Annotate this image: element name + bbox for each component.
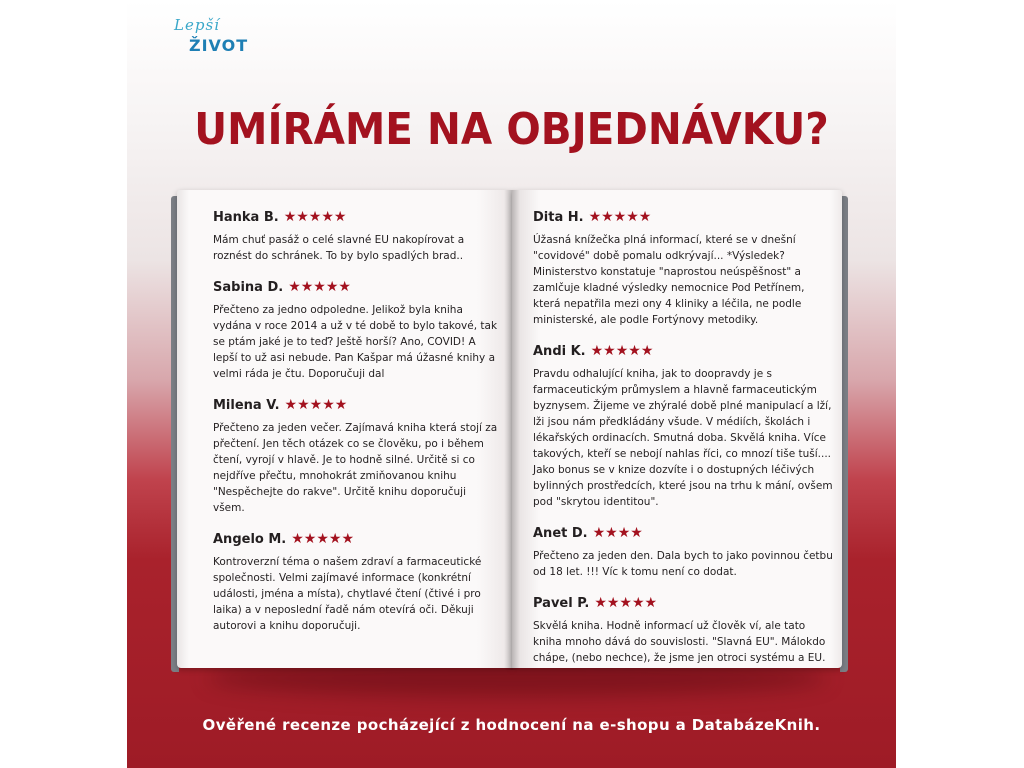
reviewer-name: Sabina D. bbox=[213, 279, 284, 295]
reviewer-name: Hanka B. bbox=[213, 209, 279, 225]
reviews-right-column bbox=[533, 206, 833, 678]
reviewer-name: Angelo M. bbox=[213, 531, 287, 547]
star-rating-icon: ★★★★★ bbox=[291, 531, 354, 547]
review-text: Kontroverzní téma o našem zdraví a farmaceutické společnosti. Velmi zajímavé informace (konkrétní události, jména a místa), chytlavé čtení (čtivé i pro laika) a v neposlední řadě nám otevírá oči. Děkuji autorovi a knihu doporučuji. bbox=[213, 556, 482, 632]
review-card bbox=[533, 592, 833, 666]
review-text: Přečteno za jeden den. Dala bych to jako povinnou četbu od 18 let. !!! Víc k tomu není co dodat. bbox=[533, 550, 833, 578]
star-rating-icon: ★★★★★ bbox=[588, 209, 652, 225]
star-rating-icon: ★★★★★ bbox=[594, 595, 658, 611]
review-header bbox=[533, 522, 833, 544]
review-header bbox=[533, 592, 833, 614]
book-spine bbox=[504, 190, 520, 670]
review-card bbox=[213, 528, 499, 634]
open-book bbox=[177, 190, 847, 695]
review-card bbox=[213, 206, 499, 264]
review-card bbox=[533, 340, 833, 510]
reviewer-name: Dita H. bbox=[533, 209, 584, 225]
promo-panel bbox=[127, 0, 896, 768]
star-rating-icon: ★★★★★ bbox=[590, 343, 654, 359]
reviewer-name: Pavel P. bbox=[533, 595, 590, 611]
review-header bbox=[533, 206, 833, 228]
review-text: Mám chuť pasáž o celé slavné EU nakopírovat a roznést do schránek. To by bylo spadlých brad.. bbox=[213, 234, 465, 262]
star-rating-icon: ★★★★★ bbox=[283, 209, 347, 225]
headline: UMÍRÁME NA OBJEDNÁVKU? bbox=[194, 104, 829, 155]
star-rating-icon: ★★★★ bbox=[592, 525, 643, 541]
review-header bbox=[213, 528, 499, 550]
review-card bbox=[533, 522, 833, 580]
review-text: Přečteno za jedno odpoledne. Jelikož byla kniha vydána v roce 2014 a už v té době to bylo takové, tak se ptám jaké je to teď? Ještě horší? Ano, COVID! A lepší to už asi nebude. Pan Kašpar má úžasné knihy a velmi ráda je čtu. Doporučuji dal bbox=[213, 304, 498, 380]
review-header bbox=[213, 276, 499, 298]
review-text: Přečteno za jeden večer. Zajímavá kniha která stojí za přečtení. Jen těch otázek co se člověku, po i během čtení, vyrojí v hlavě. Je to hodně silné. Určitě si co nejdříve přečtu, mnohokrát zmiňovanou knihu "Nespěchejte do rakve". Určitě knihu doporučuji všem. bbox=[213, 422, 498, 514]
reviewer-name: Anet D. bbox=[533, 525, 588, 541]
review-header bbox=[533, 340, 833, 362]
footer-caption: Ověřené recenze pocházející z hodnocení na e-shopu a DatabázeKnih. bbox=[202, 716, 821, 734]
review-card bbox=[533, 206, 833, 328]
brand-logo bbox=[171, 14, 261, 60]
star-rating-icon: ★★★★★ bbox=[288, 279, 351, 295]
review-header bbox=[213, 394, 499, 416]
brand-logo-script: Lepší bbox=[174, 16, 220, 34]
review-text: Skvělá kniha. Hodně informací už člověk ví, ale tato kniha mnoho dává do souvislosti. "Slavná EU". Málokdo chápe, (nebo nechce), že jsme jen otroci systému a EU. bbox=[533, 620, 826, 664]
review-card bbox=[213, 394, 499, 516]
review-card bbox=[213, 276, 499, 382]
star-rating-icon: ★★★★★ bbox=[284, 397, 348, 413]
review-text: Úžasná knížečka plná informací, které se v dnešní "covidové" době pomalu odkrývají... *Výsledek? Ministerstvo konstatuje "naprostou neúspěšnost" a zamlčuje kladné výsledky nemocnice Pod Petřínem, která nepatřila mezi ony 4 kliniky a léčila, ne podle ministerské, ale podle Fortýnovy metodiky. bbox=[533, 234, 805, 326]
reviewer-name: Andi K. bbox=[533, 343, 586, 359]
review-header bbox=[213, 206, 499, 228]
review-text: Pravdu odhalující kniha, jak to doopravdy je s farmaceutickým průmyslem a hlavně farmaceutickým byznysem. Žijeme ve zhýralé době plné manipulací a lží, lži jsou nám předkládány všude. V médiích, školách i lékařských ordinacích. Smutná doba. Skvělá kniha. Více takových, kteří se nebojí nahlas říci, co mnozí tiše tuší.... Jako bonus se v knize dozvíte i o dostupných léčivých bylinných prostředcích, které jsou na trhu k mání, ovšem pod "skrytou identitou". bbox=[533, 368, 833, 508]
brand-logo-main: ŽIVOT bbox=[189, 36, 249, 55]
reviewer-name: Milena V. bbox=[213, 397, 280, 413]
reviews-left-column bbox=[213, 206, 499, 646]
